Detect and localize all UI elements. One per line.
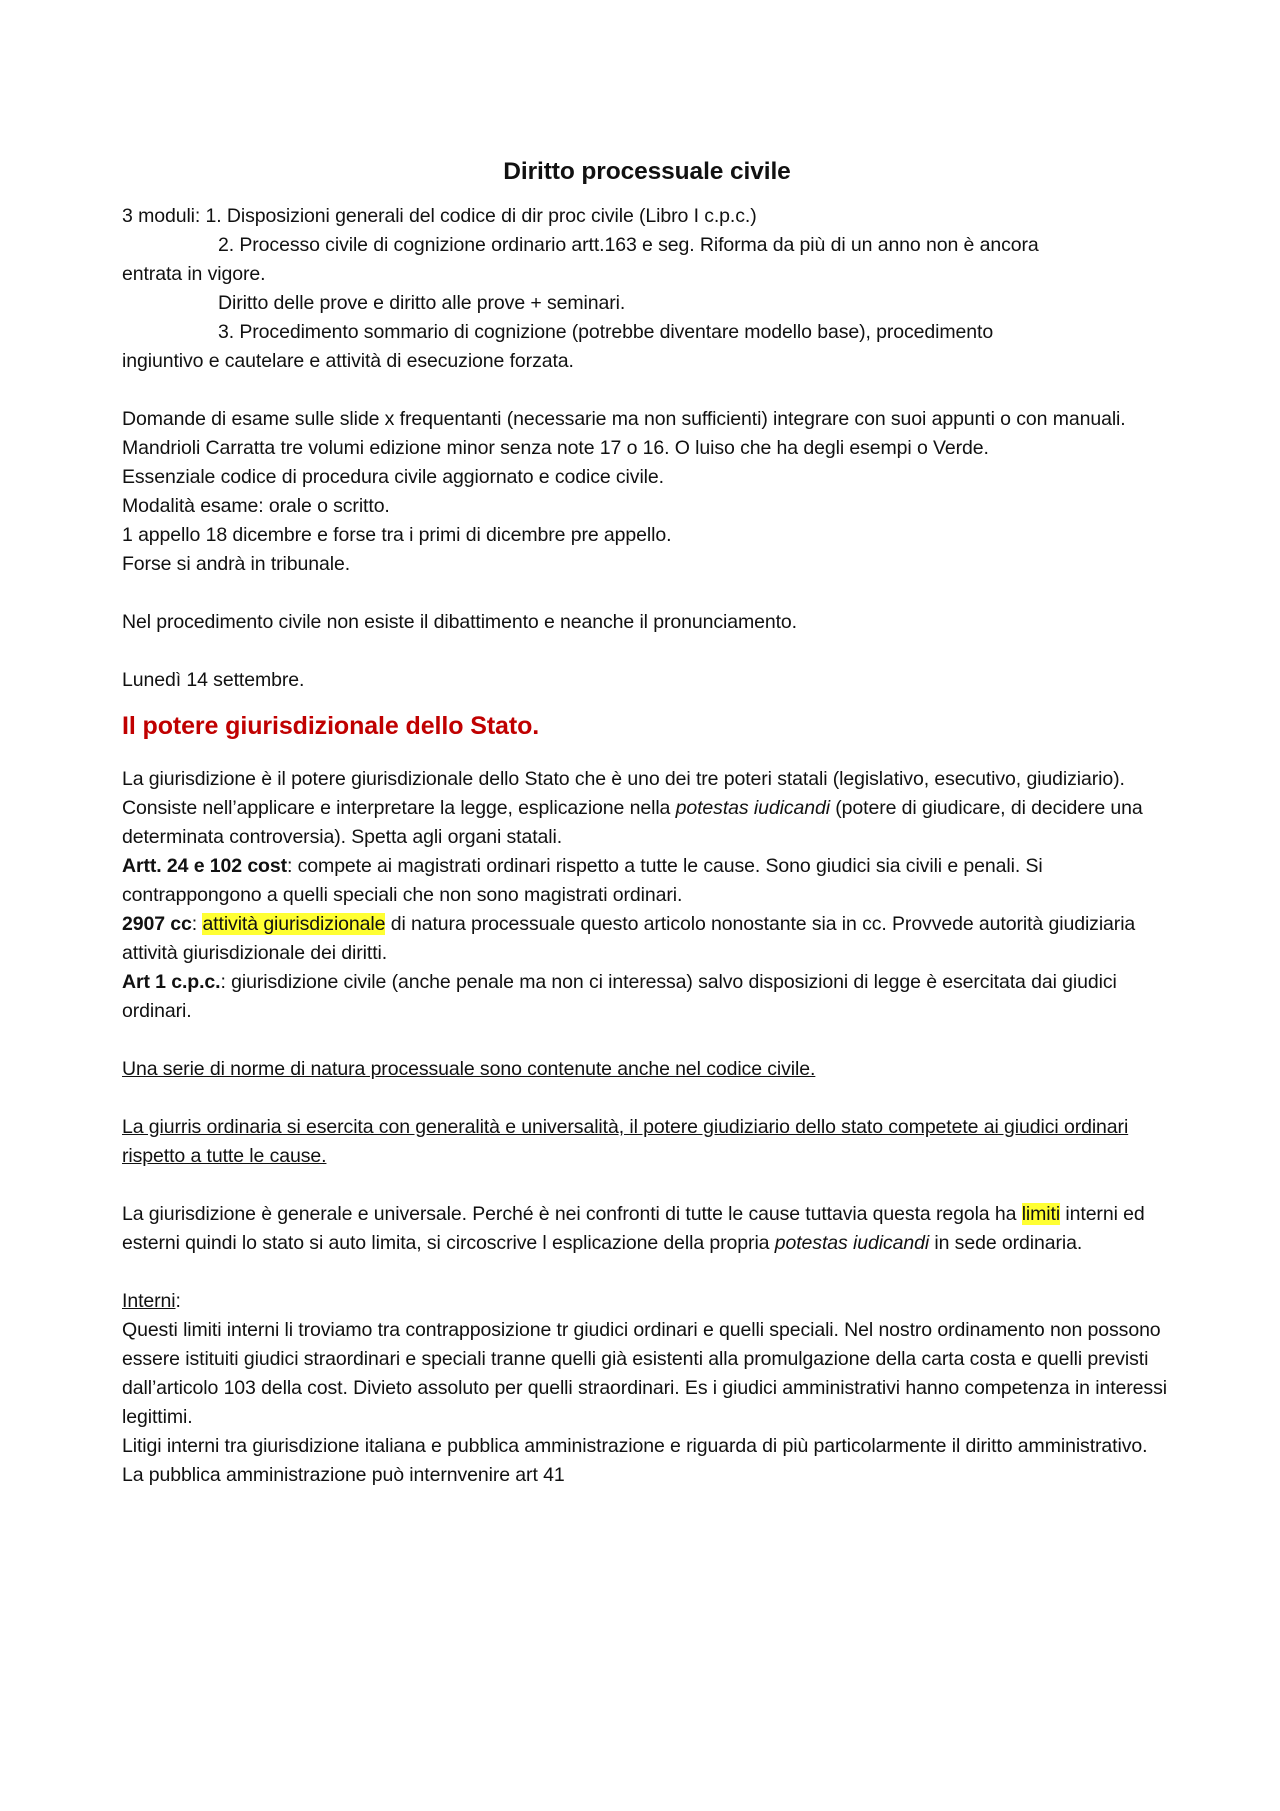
separator: : [191, 913, 203, 935]
italic-term: potestas iudicandi [675, 797, 830, 819]
spacer [122, 579, 1172, 608]
article-label: Art 1 c.p.c. [122, 971, 221, 993]
paragraph-art-2907 [122, 910, 1172, 968]
module-1 [122, 202, 1172, 231]
underlined-note-1: Una serie di norme di natura processuale sono contenute anche nel codice civile. [122, 1058, 816, 1080]
document-title: Diritto processuale civile [503, 158, 791, 185]
info-exam-mode: Modalità esame: orale o scritto. [122, 495, 390, 517]
paragraph-text: : giurisdizione civile (anche penale ma non ci interessa) salvo disposizioni di legge è esercitata dai giudici ordinari. [122, 971, 1117, 1022]
spacer [122, 637, 1172, 666]
module-3-continuation: ingiuntivo e cautelare e attività di esecuzione forzata. [122, 350, 574, 372]
paragraph-interni-2: Litigi interni tra giurisdizione italiana e pubblica amministrazione e riguarda di più particolarmente il diritto amministrativo. La pubblica amministrazione può internvenire art 41 [122, 1435, 1148, 1486]
paragraph-text: interni ed esterni quindi lo stato si auto limita, si circoscrive l esplicazione della propria [122, 1203, 1145, 1254]
modules-prefix: 3 moduli: [122, 205, 206, 227]
section-heading: Il potere giurisdizionale dello Stato. [122, 712, 540, 740]
info-tribunale: Forse si andrà in tribunale. [122, 553, 351, 575]
paragraph-interni-1: Questi limiti interni li troviamo tra contrapposizione tr giudici ordinari e quelli speciali. Nel nostro ordinamento non possono essere istituiti giudici straordinari e speciali tranne quelli già esistenti alla promulgazione della carta costa e quelli previsti dall’articolo 103 della cost. Divieto assoluto per quelli straordinari. Es i giudici amministrativi hanno competenza in interessi legittimi. [122, 1319, 1167, 1428]
module-2-prove: Diritto delle prove e diritto alle prove + seminari. [218, 292, 626, 314]
paragraph-text: (potere di giudicare, di decidere una determinata controversia). Spetta agli organi statali. [122, 797, 1143, 848]
info-codes: Essenziale codice di procedura civile aggiornato e codice civile. [122, 466, 664, 488]
highlighted-text: attività giurisdizionale [202, 913, 386, 935]
module-2: 2. Processo civile di cognizione ordinario artt.163 e seg. Riforma da più di un anno non è ancora [218, 234, 1039, 256]
paragraph-art-1 [122, 968, 1172, 1026]
italic-term: potestas iudicandi [774, 1232, 930, 1254]
subheading: Interni [122, 1290, 176, 1312]
paragraph-text: di natura processuale questo articolo nonostante sia in cc. Provvede autorità giudiziaria attività giurisdizionale dei diritti. [122, 913, 1136, 964]
paragraph-limiti [122, 1200, 1172, 1258]
interni-heading [122, 1287, 1172, 1316]
underlined-note-2: La giurris ordinaria si esercita con generalità e universalità, il potere giudiziario dello stato competete ai giudici ordinari rispetto a tutte le cause. [122, 1116, 1129, 1167]
subheading-colon: : [175, 1290, 181, 1312]
paragraph-giurisdizione [122, 765, 1172, 852]
paragraph-text: La giurisdizione è il potere giurisdizionale dello Stato che è uno dei tre poteri statali (legislativo, esecutivo, giudiziario). Consiste nell’applicare e interpretare la legge, esplicazione nella [122, 768, 1125, 819]
spacer [122, 1258, 1172, 1287]
spacer [122, 376, 1172, 405]
info-textbooks: Mandrioli Carratta tre volumi edizione minor senza note 17 o 16. O luiso che ha degli esempi o Verde. [122, 437, 989, 459]
module-3: 3. Procedimento sommario di cognizione (potrebbe diventare modello base), procedimento [218, 321, 994, 343]
paragraph-text: in sede ordinaria. [929, 1232, 1083, 1254]
article-label: Artt. 24 e 102 cost [122, 855, 288, 877]
paragraph-text: La giurisdizione è generale e universale. Perché è nei confronti di tutte le cause tuttavia questa regola ha [122, 1203, 1022, 1225]
info-appello: 1 appello 18 dicembre e forse tra i primi di dicembre pre appello. [122, 524, 672, 546]
spacer [122, 1171, 1172, 1200]
article-label: 2907 cc [122, 913, 192, 935]
module-1-text: 1. Disposizioni generali del codice di dir proc civile (Libro I c.p.c.) [205, 205, 757, 227]
module-2-continuation: entrata in vigore. [122, 263, 266, 285]
highlighted-text: limiti [1021, 1203, 1061, 1225]
lesson-date: Lunedì 14 settembre. [122, 669, 305, 691]
spacer [122, 1026, 1172, 1055]
info-exam-questions: Domande di esame sulle slide x frequentanti (necessarie ma non sufficienti) integrare con suoi appunti o con manuali. [122, 408, 1126, 430]
note-dibattimento: Nel procedimento civile non esiste il dibattimento e neanche il pronunciamento. [122, 611, 797, 633]
document-body [122, 150, 1172, 1490]
spacer [122, 1084, 1172, 1113]
paragraph-text: : compete ai magistrati ordinari rispetto a tutte le cause. Sono giudici sia civili e penali. Si contrappongono a quelli speciali che non sono magistrati ordinari. [122, 855, 1043, 906]
paragraph-art-24 [122, 852, 1172, 910]
